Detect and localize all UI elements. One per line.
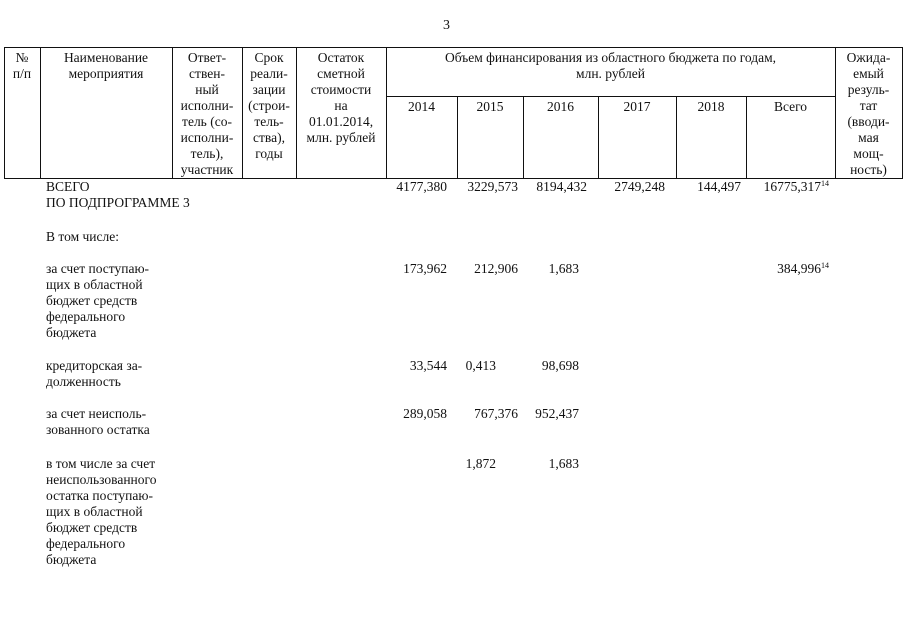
footnote-mark: 14 bbox=[821, 261, 829, 270]
header-col-funding: Объем финансирования из областного бюджета по годам, млн. рублей bbox=[444, 50, 777, 81]
value-2015: 1,872 bbox=[465, 456, 496, 471]
year-2015: 2015 bbox=[476, 99, 504, 114]
page-number: 3 bbox=[443, 18, 450, 33]
value-2014: 33,544 bbox=[409, 358, 447, 373]
header-col-name: Наименование мероприятия bbox=[63, 50, 149, 81]
value-2015: 0,413 bbox=[465, 358, 496, 373]
value-2016: 952,437 bbox=[535, 406, 579, 421]
header-col-expected-result: Ожида- емый резуль- тат (вводи- мая мощ- ность) bbox=[846, 50, 891, 177]
header-col-term: Срок реали- зации (строи- тель- ства), годы bbox=[248, 50, 290, 161]
value-total bbox=[777, 261, 829, 277]
value-2015: 212,906 bbox=[474, 261, 518, 276]
value-total-number: 384,996 bbox=[777, 261, 821, 276]
value-2014: 173,962 bbox=[403, 261, 447, 276]
value-2014: 289,058 bbox=[403, 406, 447, 421]
header-col-number: № п/п bbox=[12, 50, 32, 81]
value-total bbox=[764, 179, 829, 195]
value-total-number: 16775,317 bbox=[763, 179, 821, 194]
value-2016: 8194,432 bbox=[536, 179, 587, 194]
header-col-responsible: Ответ- ствен- ный исполни- тель (со- исполни- тель), участник bbox=[180, 50, 234, 177]
value-2015: 3229,573 bbox=[467, 179, 518, 194]
row-label-including: В том числе: bbox=[46, 229, 119, 244]
year-total: Всего bbox=[773, 99, 808, 114]
footnote-mark: 14 bbox=[821, 179, 829, 188]
year-2018: 2018 bbox=[697, 99, 725, 114]
value-2015: 767,376 bbox=[474, 406, 518, 421]
year-2017: 2017 bbox=[623, 99, 651, 114]
row-label-total: ВСЕГО ПО ПОДПРОГРАММЕ 3 bbox=[46, 179, 190, 210]
header-col-remaining-cost: Остаток сметной стоимости на 01.01.2014, млн. рублей bbox=[306, 50, 376, 145]
value-2016: 98,698 bbox=[541, 358, 579, 373]
value-2017: 2749,248 bbox=[614, 179, 665, 194]
year-2014: 2014 bbox=[408, 99, 435, 114]
row-label-unused-federal: в том числе за счет неиспользованного остатка поступаю- щих в областной бюджет средств федерального бюджета bbox=[46, 456, 157, 567]
col-divider bbox=[902, 47, 903, 179]
value-2018: 144,497 bbox=[697, 179, 741, 194]
row-label-federal: за счет поступаю- щих в областной бюджет средств федерального бюджета bbox=[46, 261, 150, 340]
header-top-border bbox=[4, 47, 902, 48]
value-2016: 1,683 bbox=[548, 456, 579, 471]
value-2016: 1,683 bbox=[548, 261, 579, 276]
row-label-unused-balance: за счет неисполь- зованного остатка bbox=[46, 406, 150, 437]
value-2014: 4177,380 bbox=[396, 179, 447, 194]
year-2016: 2016 bbox=[547, 99, 574, 114]
row-label-creditor-debt: кредиторская за- долженность bbox=[46, 358, 143, 389]
years-row-border bbox=[386, 96, 835, 97]
